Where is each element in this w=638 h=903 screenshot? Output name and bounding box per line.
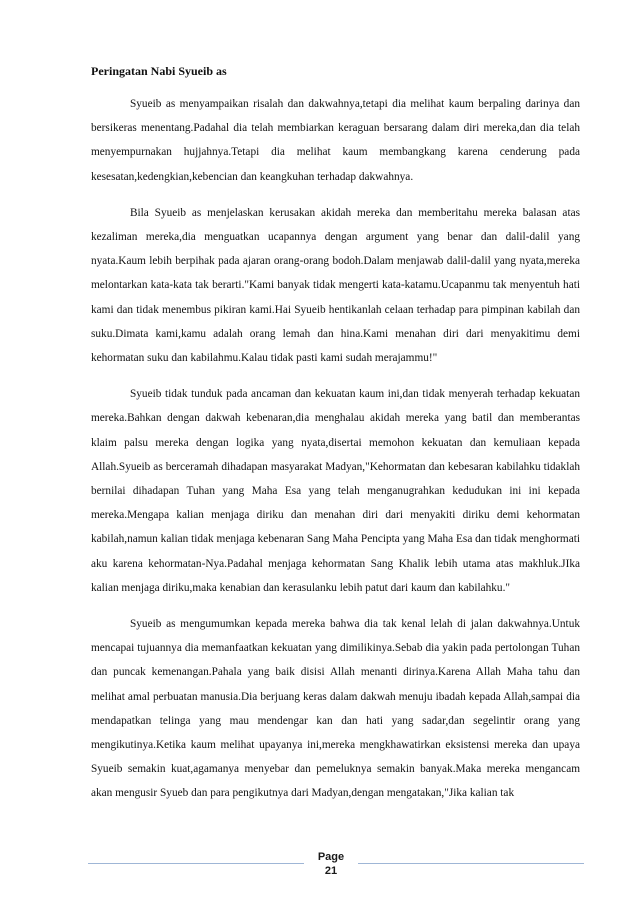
paragraph-2: Bila Syueib as menjelaskan kerusakan akidah mereka dan memberitahu mereka balasan atas kezaliman mereka,dia menguatkan ucapannya dengan argument yang benar dan dalil-dalil yang nyata.Kaum lebih berpihak pada ajaran orang-orang bodoh.Dalam menjawab dalil-dalil yang nyata,mereka melontarkan kata-kata tak berarti."Kami banyak tidak mengerti kata-katamu.Ucapanmu tak menyentuh hati kami dan tidak menembus pikiran kami.Hai Syueib hentikanlah celaan terhadap para pimpinan kabilah dan suku.Dimata kami,kamu adalah orang lemah dan hina.Kami menahan diri dari menyakitimu demi kehormatan suku dan kabilahmu.Kalau tidak pasti kami sudah merajammu!" [91,206,580,365]
paragraph-3: Syueib tidak tunduk pada ancaman dan kekuatan kaum ini,dan tidak menyerah terhadap kekuatan mereka.Bahkan dengan dakwah kebenaran,dia menghalau akidah mereka yang batil dan memberantas klaim palsu mereka dengan logika yang nyata,disertai memohon kekuatan dan kemuliaan kepada Allah.Syueib as berceramah dihadapan masyarakat Madyan,"Kehormatan dan kebesaran kabilahku tidaklah bernilai dihadapan Tuhan yang Maha Esa yang telah menganugrahkan kedudukan ini ini kepada mereka.Mengapa kalian menjaga diriku dan menahan diri dari menyakiti diriku demi kehormatan kabilah,namun kalian tidak menjaga kebenaran Sang Maha Pencipta yang Maha Esa dan tidak menghormati aku karena kehormatan-Nya.Padahal menjaga kehormatan Sang Khalik lebih utama atas makhluk.JIka kalian menjaga diriku,maka kenabian dan kerasulanku lebih patut dari kaum dan kabilahku." [91,388,580,594]
page-footer [88,848,584,888]
page-number-value: 21 [324,865,338,877]
page-number [306,850,356,878]
page-label: Page [317,851,345,863]
paragraph-1: Syueib as menyampaikan risalah dan dakwahnya,tetapi dia melihat kaum berpaling darinya dan bersikeras menentang.Padahal dia telah membiarkan keraguan bersarang dalam diri mereka,dan dia telah menyempurnakan hujjahnya.Tetapi dia melihat kaum membangkang karena cenderung pada kesesatan,kedengkian,kebencian dan keangkuhan terhadap dakwahnya. [91,98,580,183]
document-title: Peringatan Nabi Syueib as [91,64,227,78]
paragraph-4: Syueib as mengumumkan kepada mereka bahwa dia tak kenal lelah di jalan dakwahnya.Untuk mencapai tujuannya dia memanfaatkan kekuatan yang dimilikinya.Sebab dia yakin pada pertolongan Tuhan dan puncak kemenangan.Pahala yang baik disisi Allah menanti dirinya.Karena Allah Maha tahu dan melihat amal perbuatan manusia.Dia berjuang keras dalam dakwah menuju ibadah kepada Allah,sampai dia mendapatkan telinga yang mau mendengar kan dan hati yang sadar,dan segelintir orang yang mengikutinya.Ketika kaum melihat upayanya ini,mereka mengkhawatirkan eksistensi mereka dan upaya Syueib semakin kuat,agamanya menyebar dan pemeluknya semakin banyak.Maka mereka mengancam akan mengusir Syueb dan para pengikutnya dari Madyan,dengan mengatakan,"Jika kalian tak [91,618,580,800]
footer-rule-left [88,863,304,864]
document-body [91,62,580,818]
footer-rule-right [358,863,584,864]
